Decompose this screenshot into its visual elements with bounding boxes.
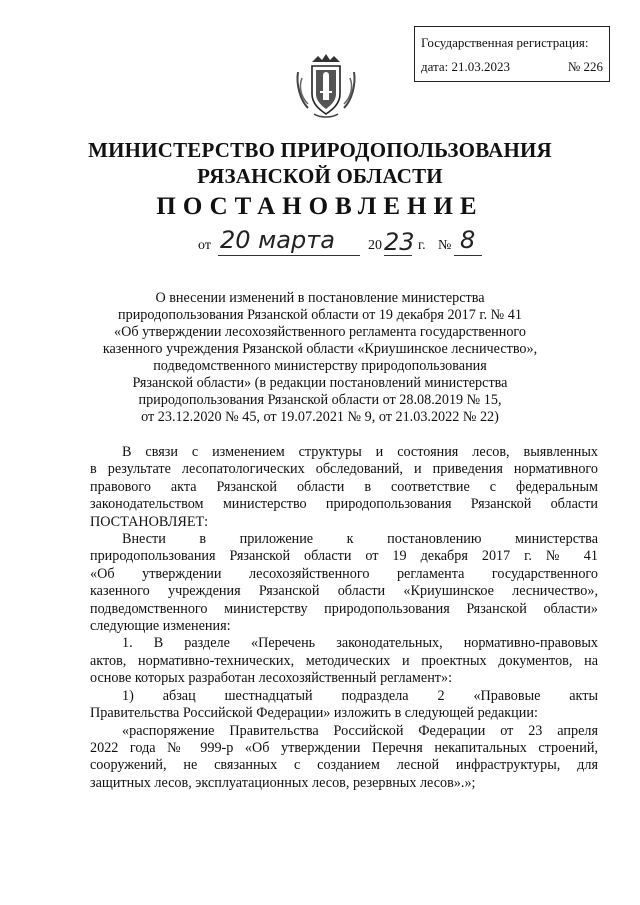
registration-stamp — [414, 26, 610, 82]
document-date-line — [198, 226, 498, 258]
subject-line: «Об утверждении лесохозяйственного регламента государственного — [113, 324, 526, 340]
document-type: ПОСТАНОВЛЕНИЕ — [156, 193, 484, 220]
registration-number: № 226 — [567, 59, 603, 74]
body-line: Правительства Российской Федерации» изложить в следующей редакции: — [90, 705, 538, 722]
body-line: «Об утверждении лесохозяйственного регламента государственного — [90, 565, 598, 582]
subject-line: подведомственного министерству природопользования — [153, 358, 487, 374]
body-line: сооружений, не связанных с созданием лесной инфраструктуры, для — [90, 757, 598, 774]
number-label: № — [438, 238, 452, 253]
subject-line: казенного учреждения Рязанской области «Криушинское лесничество», — [102, 341, 538, 357]
year-mark: г. — [418, 238, 426, 253]
registration-label: Государственная регистрация: — [421, 35, 589, 50]
handwritten-year: 23 — [384, 228, 415, 256]
body-line: казенного учреждения Рязанской области «Криушинское лесничество», — [90, 583, 598, 600]
document-subject — [0, 290, 640, 426]
ministry-name-line1: МИНИСТЕРСТВО ПРИРОДОПОЛЬЗОВАНИЯ — [88, 138, 552, 162]
body-line: в результате лесопатологических обследований, и приведения нормативного — [90, 461, 598, 478]
body-line: Внести в приложение к постановлению министерства — [122, 531, 598, 548]
date-underline — [218, 255, 360, 256]
coat-of-arms-icon — [294, 48, 358, 120]
body-line: ПОСТАНОВЛЯЕТ: — [90, 513, 209, 530]
body-line: природопользования Рязанской области от 19 декабря 2017 г. № 41 — [90, 548, 598, 565]
year-prefix: 20 — [368, 238, 382, 253]
document-body — [90, 444, 598, 792]
handwritten-date: 20 марта — [220, 226, 335, 254]
number-underline — [454, 255, 482, 256]
body-line: актов, нормативно-технических, методических и проектных документов, на — [90, 652, 598, 669]
body-line: 1. В разделе «Перечень законодательных, нормативно-правовых — [122, 635, 598, 652]
body-line: законодательством министерство природопользования Рязанской области — [90, 496, 598, 513]
body-line: «распоряжение Правительства Российской Федерации от 23 апреля — [122, 722, 598, 739]
subject-line: природопользования Рязанской области от 19 декабря 2017 г. № 41 — [118, 307, 522, 323]
body-line: следующие изменения: — [90, 618, 231, 635]
subject-line: Рязанской области» (в редакции постановлений министерства — [132, 375, 508, 391]
ministry-name-line2: РЯЗАНСКОЙ ОБЛАСТИ — [197, 164, 443, 188]
subject-line: от 23.12.2020 № 45, от 19.07.2021 № 9, от 21.03.2022 № 22) — [141, 409, 499, 425]
ministry-name — [0, 137, 640, 189]
body-line: правового акта Рязанской области в соответствие с федеральным — [90, 478, 598, 495]
body-line: В связи с изменением структуры и состояния лесов, выявленных — [122, 444, 598, 460]
body-line: 1) абзац шестнадцатый подраздела 2 «Правовые акты — [122, 687, 598, 704]
year-underline — [384, 255, 412, 256]
subject-line: О внесении изменений в постановление министерства — [155, 290, 485, 306]
subject-line: природопользования Рязанской области от 28.08.2019 № 15, — [138, 392, 502, 408]
body-line: подведомственного министерству природопользования Рязанской области» — [90, 600, 598, 617]
date-from-label: от — [198, 238, 211, 253]
body-line: 2022 года № 999-р «Об утверждении Перечня некапитальных строений, — [90, 739, 598, 756]
body-line: основе которых разработан лесохозяйственный регламент»: — [90, 670, 453, 687]
handwritten-number: 8 — [460, 226, 476, 254]
body-line: защитных лесов, эксплуатационных лесов, резервных лесов».»; — [90, 774, 476, 791]
registration-date: дата: 21.03.2023 — [421, 59, 511, 74]
